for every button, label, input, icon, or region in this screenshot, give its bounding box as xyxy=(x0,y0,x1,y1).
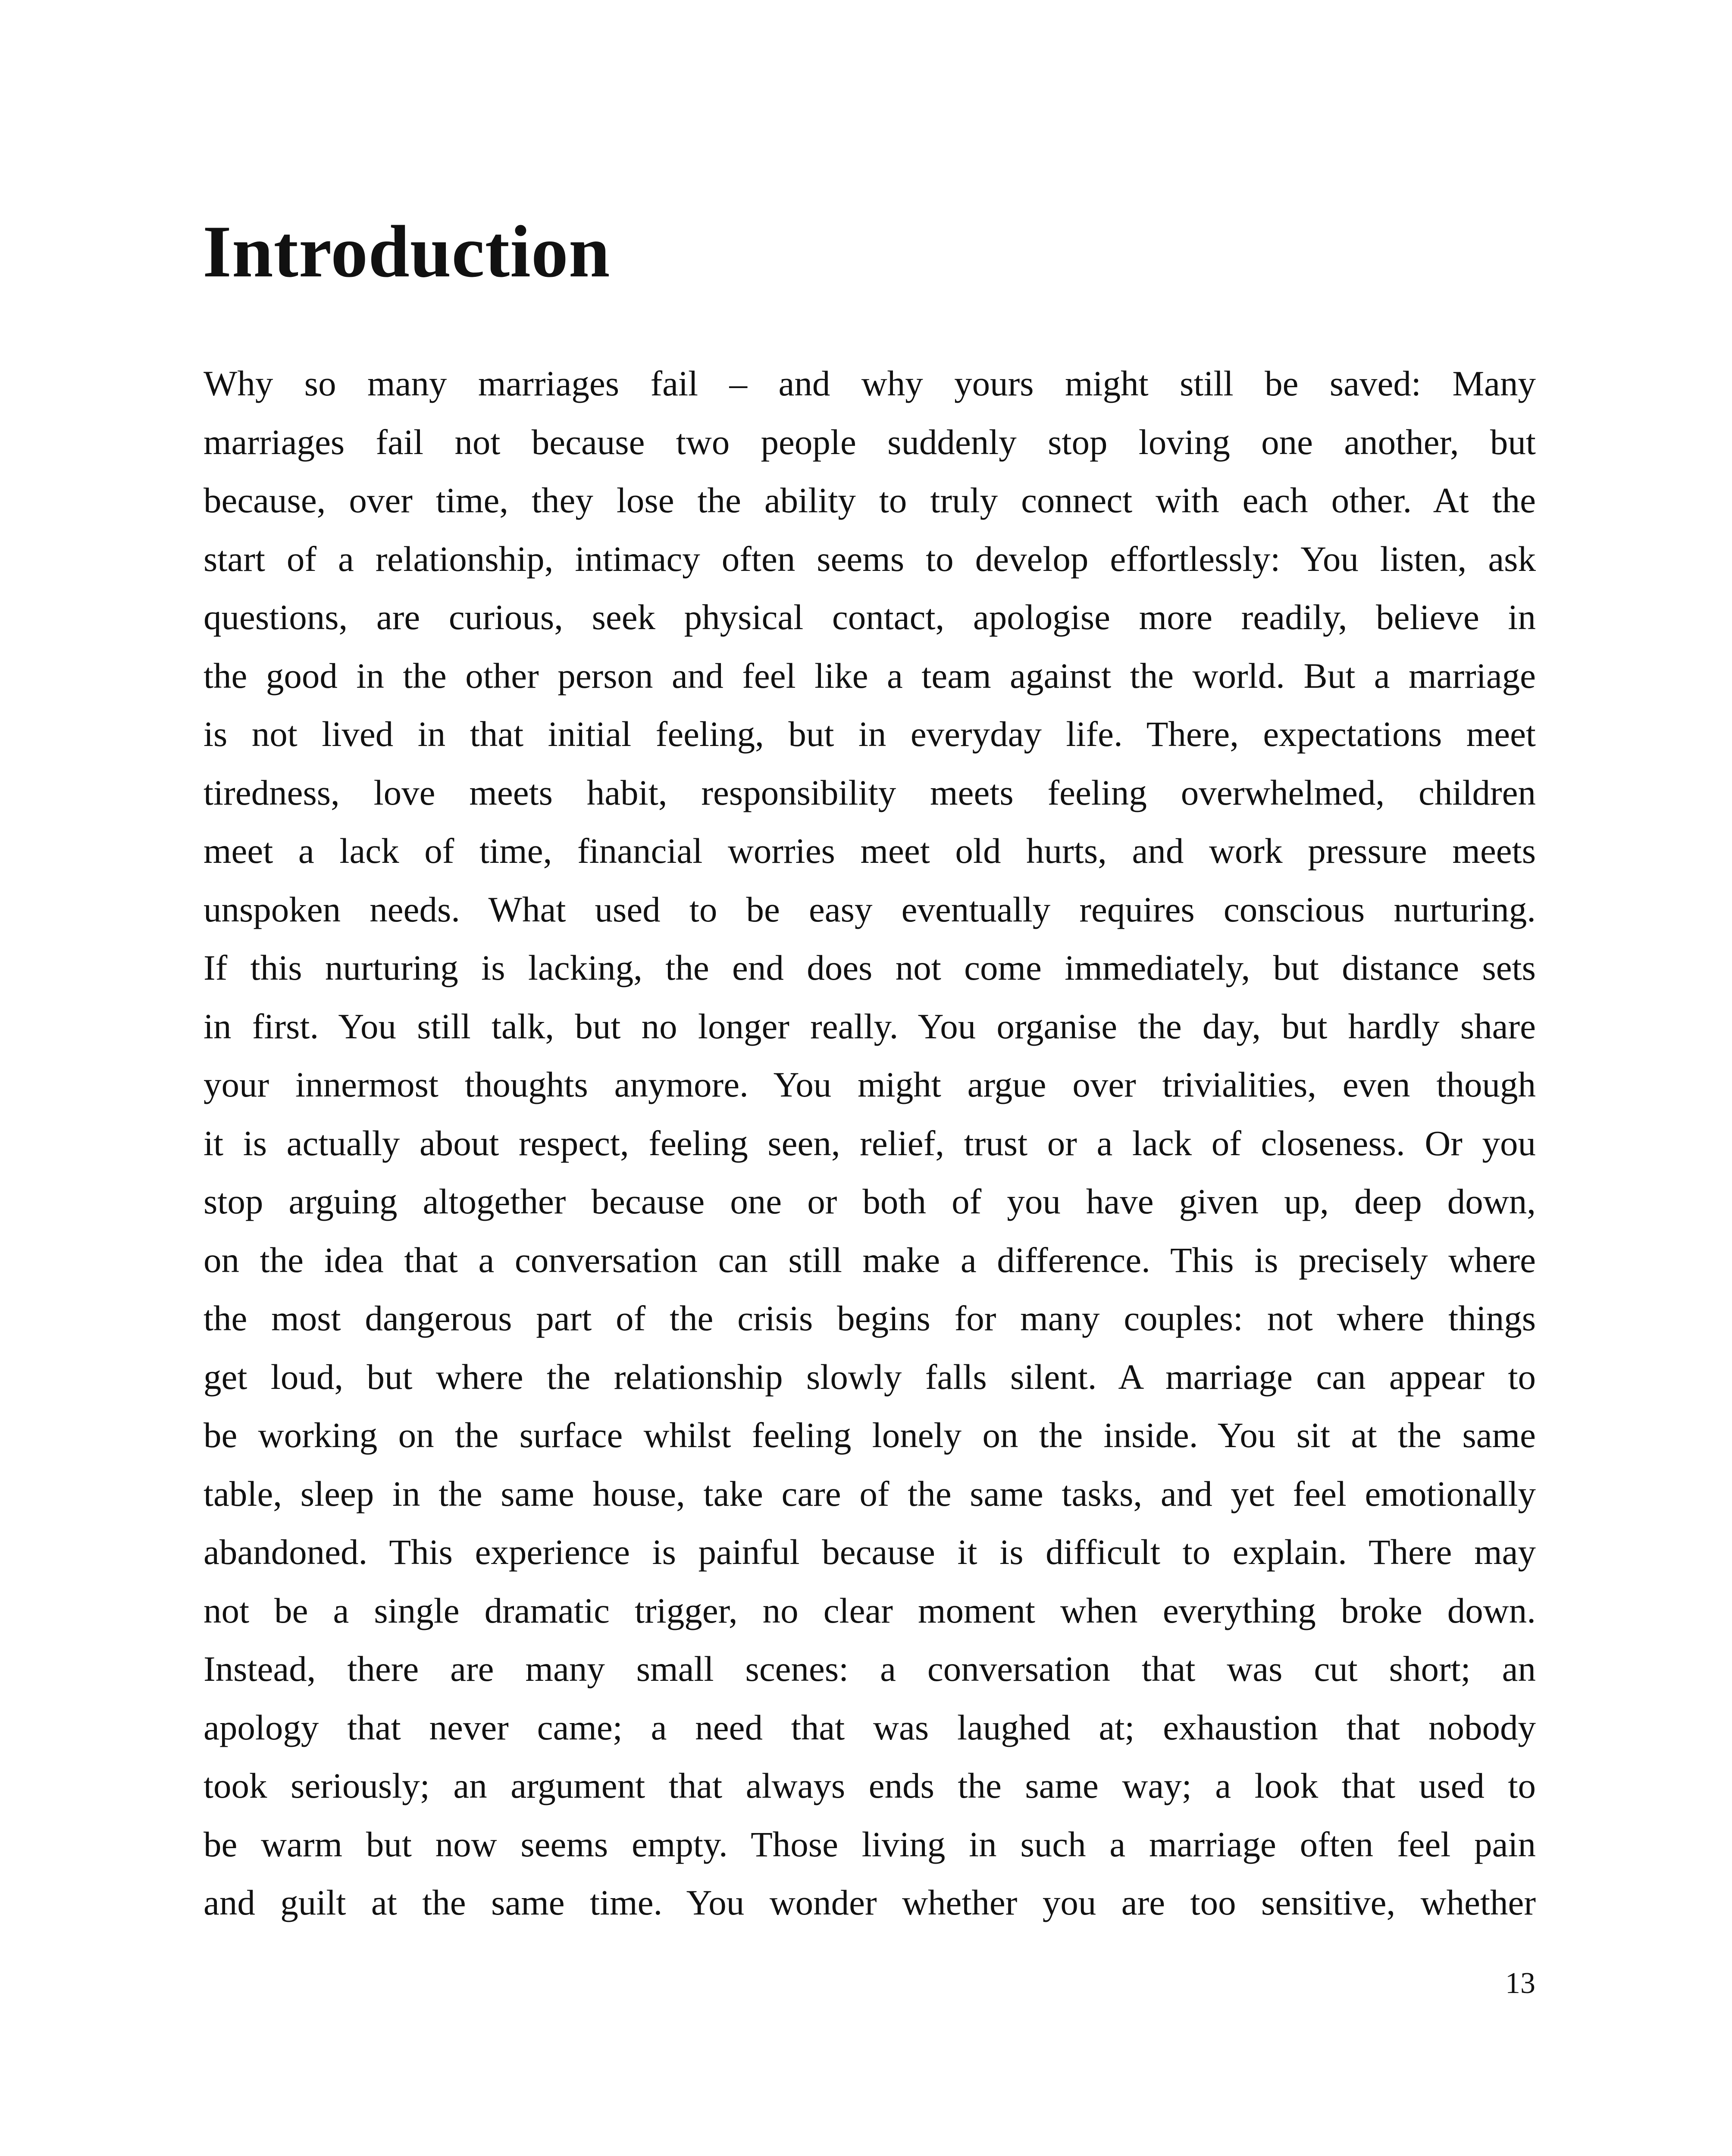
text-line: in first. You still talk, but no longer really. You organise the day, but hardly share xyxy=(204,1006,1536,1046)
page-number: 13 xyxy=(1505,1967,1535,2000)
body-paragraph xyxy=(204,354,1536,1932)
text-line: is not lived in that initial feeling, but in everyday life. There, expectations meet xyxy=(204,714,1536,754)
text-line: because, over time, they lose the ability to truly connect with each other. At the xyxy=(204,480,1536,520)
text-line: If this nurturing is lacking, the end does not come immediately, but distance sets xyxy=(204,948,1536,987)
text-line: be working on the surface whilst feeling lonely on the inside. You sit at the same xyxy=(204,1415,1536,1455)
text-line: Instead, there are many small scenes: a conversation that was cut short; an xyxy=(204,1649,1536,1689)
text-line: your innermost thoughts anymore. You might argue over trivialities, even though xyxy=(204,1065,1536,1104)
text-line: not be a single dramatic trigger, no clear moment when everything broke down. xyxy=(204,1590,1536,1630)
text-line: get loud, but where the relationship slowly falls silent. A marriage can appear to xyxy=(204,1357,1536,1397)
text-line: table, sleep in the same house, take care of the same tasks, and yet feel emotionally xyxy=(204,1473,1536,1514)
text-line: took seriously; an argument that always ends the same way; a look that used to xyxy=(204,1766,1536,1805)
text-line: the most dangerous part of the crisis begins for many couples: not where things xyxy=(204,1298,1536,1338)
text-line: marriages fail not because two people suddenly stop loving one another, but xyxy=(204,422,1536,462)
text-line: abandoned. This experience is painful because it is difficult to explain. There may xyxy=(204,1532,1536,1572)
text-line: on the idea that a conversation can still make a difference. This is precisely where xyxy=(204,1240,1536,1280)
text-line: the good in the other person and feel like a team against the world. But a marriage xyxy=(204,655,1536,696)
text-line: Why so many marriages fail – and why yours might still be saved: Many xyxy=(204,364,1536,403)
chapter-title: Introduction xyxy=(203,211,611,293)
text-line: stop arguing altogether because one or both of you have given up, deep down, xyxy=(204,1181,1536,1221)
text-line: and guilt at the same time. You wonder whether you are too sensitive, whether xyxy=(204,1883,1536,1922)
text-line: meet a lack of time, financial worries meet old hurts, and work pressure meets xyxy=(204,831,1536,871)
text-line: it is actually about respect, feeling seen, relief, trust or a lack of closeness. Or you xyxy=(204,1123,1536,1163)
text-line: start of a relationship, intimacy often seems to develop effortlessly: You listen, ask xyxy=(204,539,1536,579)
text-line: unspoken needs. What used to be easy eventually requires conscious nurturing. xyxy=(204,889,1536,929)
text-line: apology that never came; a need that was laughed at; exhaustion that nobody xyxy=(204,1707,1536,1747)
text-line: tiredness, love meets habit, responsibility meets feeling overwhelmed, children xyxy=(204,772,1536,812)
text-line: be warm but now seems empty. Those living in such a marriage often feel pain xyxy=(204,1824,1536,1864)
text-line: questions, are curious, seek physical contact, apologise more readily, believe in xyxy=(204,597,1536,637)
